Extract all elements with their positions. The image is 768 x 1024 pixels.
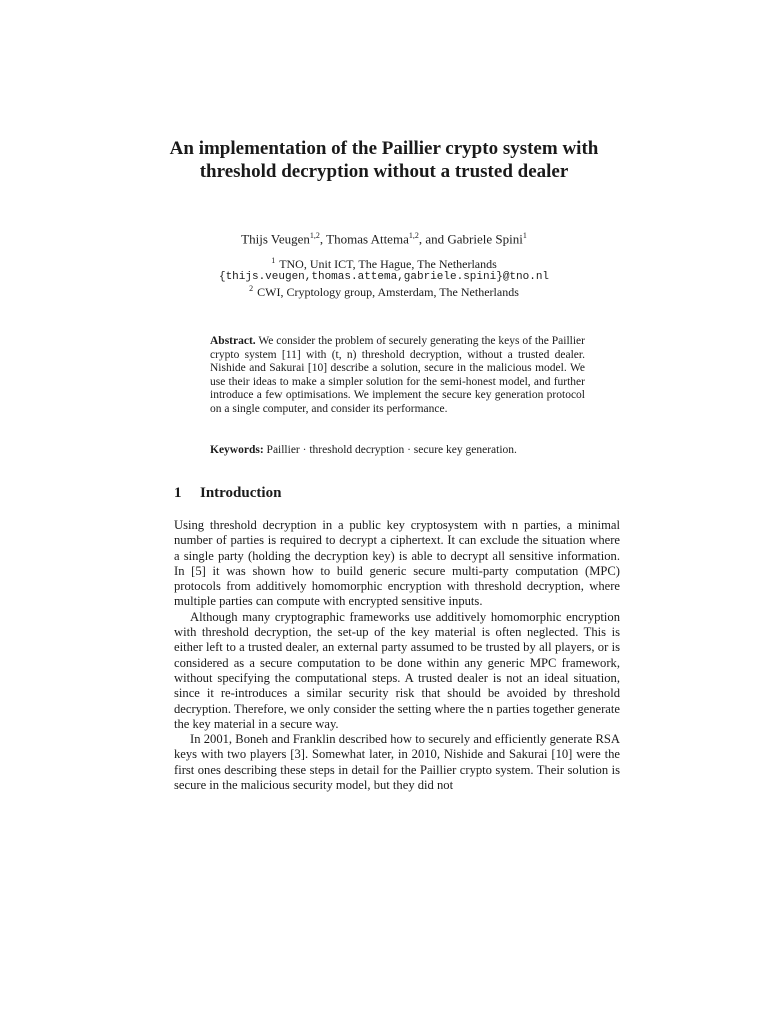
- section-heading: [174, 484, 281, 502]
- affiliation-text: TNO, Unit ICT, The Hague, The Netherlands: [279, 257, 497, 271]
- keywords-text: Paillier · threshold decryption · secure key generation.: [266, 444, 517, 456]
- author-affiliation-marker: 1,2: [408, 231, 419, 240]
- affiliation-email: {thijs.veugen,thomas.attema,gabriele.spini}@tno.nl: [218, 271, 550, 283]
- author-name: Gabriele Spini: [447, 231, 523, 247]
- author-affiliation-marker: 1,2: [309, 231, 320, 240]
- author-separator: , and: [418, 231, 448, 247]
- abstract-text: We consider the problem of securely generating the keys of the Paillier crypto system [11] with (t, n) threshold decryption, without a trusted dealer. Nishide and Sakurai [10] describe a solution, secure in the malicious model. We use their ideas to make a simpler solution for the semi-honest model, and further introduce a few optimisations. We implement the secure key generation protocol on a single computer, and consider its performance.: [210, 335, 585, 415]
- author-separator: ,: [319, 231, 327, 247]
- keywords: [210, 443, 590, 457]
- affiliation-text: CWI, Cryptology group, Amsterdam, The Netherlands: [257, 285, 519, 299]
- author-name: Thijs Veugen: [241, 231, 310, 247]
- section-number: 1: [174, 485, 182, 501]
- abstract-label: Abstract.: [210, 335, 256, 347]
- abstract: [210, 335, 585, 416]
- paper-title: An implementation of the Paillier crypto system with threshold decryption without a trusted dealer: [169, 138, 599, 182]
- author-list: [0, 228, 768, 247]
- author-affiliation-marker: 1: [522, 231, 527, 240]
- body-paragraph: Although many cryptographic frameworks use additively homomorphic encryption with threshold decryption, the set-up of the key material is often neglected. This is either left to a trusted dealer, an external party assumed to be trusted by all players, or is considered as a secure computation to be done within any generic MPC framework, without specifying the computational steps. A trusted dealer is not an ideal situation, since it re-introduces a similar security risk that should be avoided by threshold decryption. Therefore, we only consider the setting where the n parties together generate the key material in a secure way.: [174, 609, 620, 731]
- affiliation-line: [0, 282, 768, 299]
- keywords-label: Keywords:: [210, 444, 264, 456]
- section-title: Introduction: [200, 485, 282, 501]
- body-paragraph: Using threshold decryption in a public key cryptosystem with n parties, a minimal number of parties is required to decrypt a ciphertext. It can exclude the situation where a single party (holding the decryption key) is able to decrypt all sensitive information. In [5] it was shown how to build generic secure multi-party computation (MPC) protocols from additively homomorphic encryption with threshold decryption, where multiple parties can compute with encrypted sensitive inputs.: [174, 518, 620, 609]
- affiliation-marker: 2: [249, 284, 254, 293]
- affiliation-marker: 1: [271, 256, 276, 265]
- body-paragraph: In 2001, Boneh and Franklin described how to securely and efficiently generate RSA keys with two players [3]. Somewhat later, in 2010, Nishide and Sakurai [10] were the first ones describing these steps in detail for the Paillier crypto system. Their solution is secure in the malicious security model, but they did not: [174, 732, 620, 793]
- section-body: [174, 518, 620, 793]
- author-name: Thomas Attema: [326, 231, 409, 247]
